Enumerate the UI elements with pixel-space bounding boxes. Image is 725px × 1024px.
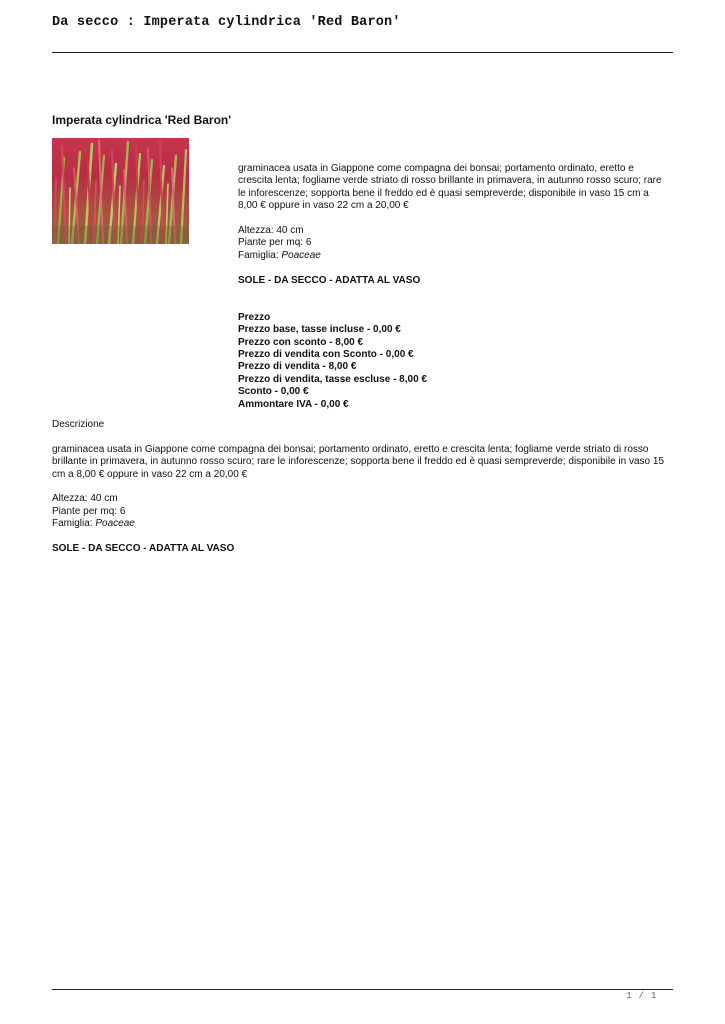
product-summary [238,163,668,411]
description-tags: SOLE - DA SECCO - ADATTA AL VASO [52,543,235,555]
page-number: 1 / 1 [626,990,658,1001]
price-line: Prezzo di vendita con Sconto - 0,00 € [238,349,414,361]
family-label: Famiglia: [52,518,96,530]
product-tags: SOLE - DA SECCO - ADATTA AL VASO [238,274,421,286]
family-value: Poaceae [95,518,135,530]
price-line: Prezzo con sconto - 8,00 € [238,336,364,348]
product-image [52,138,189,244]
product-title: Imperata cylindrica 'Red Baron' [52,113,232,127]
family-label: Famiglia: [238,249,282,261]
family-value: Poaceae [281,249,321,261]
price-line: Prezzo di vendita, tasse escluse - 8,00 € [238,373,427,385]
description-section [52,419,673,555]
product-description: graminacea usata in Giappone come compagna dei bonsai; portamento ordinato, eretto e crescita lenta; fogliame verde striato di rosso brillante in primavera, in autunno rosso scuro; rare le inforescenze; sopporta bene il freddo ed è quasi sempreverde; disponibile in vaso 15 cm a 8,00 € oppure in vaso 22 cm a 20,00 € [238,163,662,212]
price-line: Ammontare IVA - 0,00 € [238,398,349,410]
price-block [238,312,668,411]
description-heading: Descrizione [52,419,105,430]
family-info [238,250,668,262]
density-info: Piante per mq: 6 [238,237,312,249]
page-header-title: Da secco : Imperata cylindrica 'Red Baron' [52,15,401,30]
price-line: Prezzo base, tasse incluse - 0,00 € [238,324,401,336]
price-line: Prezzo di vendita - 8,00 € [238,361,357,373]
height-info: Altezza: 40 cm [52,493,118,505]
height-info: Altezza: 40 cm [238,225,304,237]
density-info: Piante per mq: 6 [52,505,126,517]
footer-divider [52,989,673,990]
header-divider [52,52,673,53]
family-info [52,518,673,530]
grass-illustration [52,138,189,244]
price-heading: Prezzo [238,311,271,323]
description-text: graminacea usata in Giappone come compagna dei bonsai; portamento ordinato, eretto e crescita lenta; fogliame verde striato di rosso brillante in primavera, in autunno rosso scuro; rare le inforescenze; sopporta bene il freddo ed è quasi sempreverde; disponibile in vaso 15 cm a 8,00 € oppure in vaso 22 cm a 20,00 € [52,443,665,480]
price-line: Sconto - 0,00 € [238,386,309,398]
